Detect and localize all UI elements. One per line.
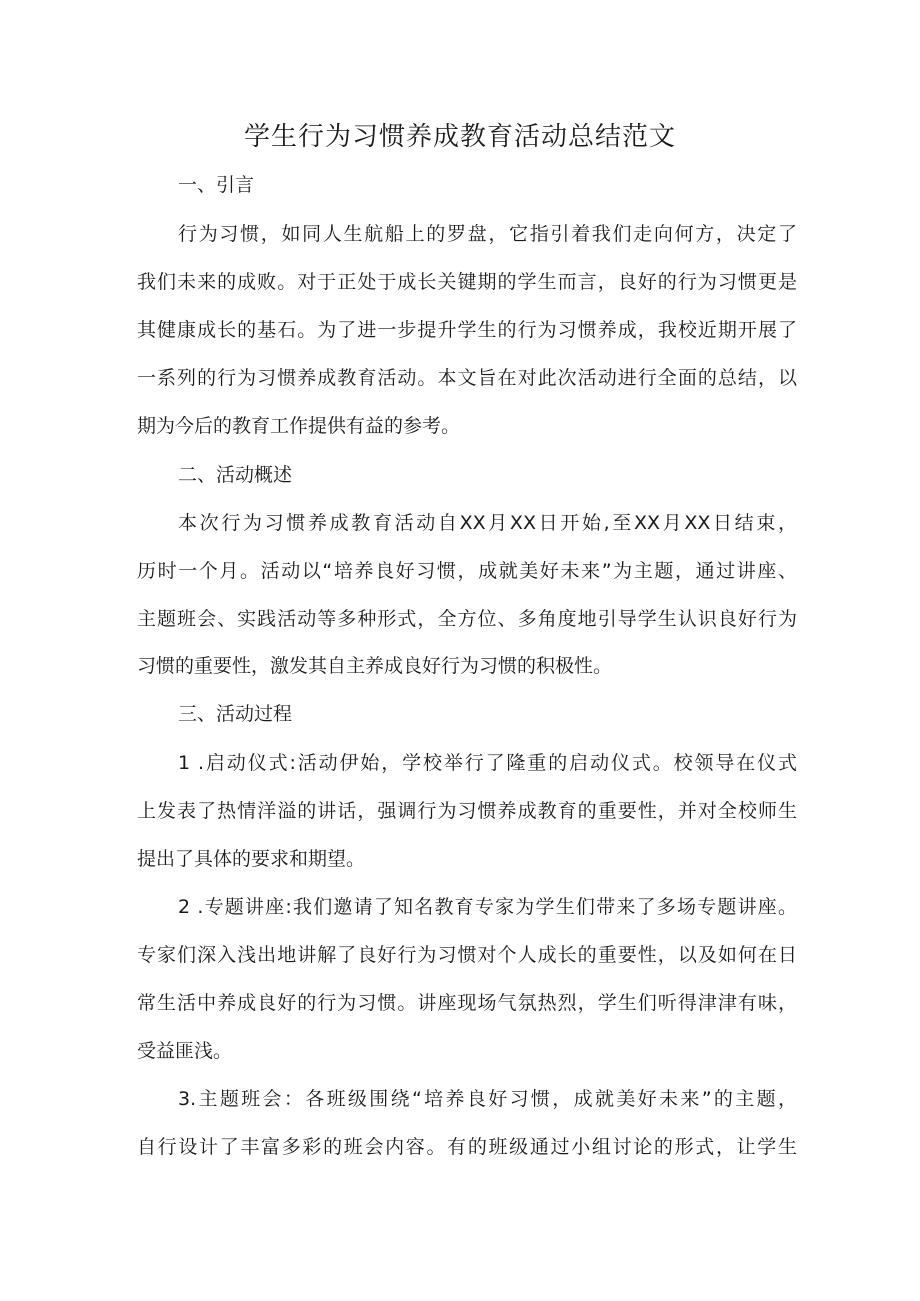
paragraph-line: 本次行为习惯养成教育活动自XX月XX日开始,至XX月XX日结束， (178, 512, 797, 534)
paragraph-line: 主题班会、实践活动等多种形式，全方位、多角度地引导学生认识良好行为 (137, 608, 797, 630)
paragraph-line: 期为今后的教育工作提供有益的参考。 (137, 415, 461, 437)
paragraph-line: 我们未来的成败。对于正处于成长关键期的学生而言，良好的行为习惯更是 (137, 271, 797, 293)
paragraph-line: 常生活中养成良好的行为习惯。讲座现场气氛热烈，学生们听得津津有味， (137, 992, 797, 1014)
paragraph-line: 习惯的重要性，激发其自主养成良好行为习惯的积极性。 (137, 655, 613, 677)
document-title: 学生行为习惯养成教育活动总结范文 (243, 122, 676, 152)
paragraph-line: 专家们深入浅出地讲解了良好行为习惯对个人成长的重要性，以及如何在日 (137, 944, 797, 966)
paragraph-line: 其健康成长的基石。为了进一步提升学生的行为习惯养成，我校近期开展了 (137, 319, 797, 341)
paragraph-line: 行为习惯，如同人生航船上的罗盘，它指引着我们走向何方，决定了 (178, 223, 797, 245)
paragraph-line: 受益匪浅。 (137, 1040, 233, 1062)
paragraph-line: 2 .专题讲座:我们邀请了知名教育专家为学生们带来了多场专题讲座。 (178, 896, 797, 918)
paragraph-line: 历时一个月。活动以“培养良好习惯，成就美好未来”为主题，通过讲座、 (137, 560, 797, 582)
paragraph-line: 上发表了热情洋溢的讲话，强调行为习惯养成教育的重要性，并对全校师生 (137, 800, 797, 822)
section-heading-intro: 一、引言 (178, 174, 255, 196)
paragraph-line: 提出了具体的要求和期望。 (137, 848, 366, 870)
section-heading-overview: 二、活动概述 (178, 464, 293, 486)
paragraph-line: 3.主题班会：各班级围绕“培养良好习惯，成就美好未来”的主题， (178, 1088, 797, 1110)
paragraph-line: 一系列的行为习惯养成教育活动。本文旨在对此次活动进行全面的总结，以 (137, 367, 797, 389)
paragraph-line: 自行设计了丰富多彩的班会内容。有的班级通过小组讨论的形式，让学生 (137, 1136, 797, 1158)
paragraph-line: 1 .启动仪式:活动伊始，学校举行了隆重的启动仪式。校领导在仪式 (178, 752, 797, 774)
section-heading-process: 三、活动过程 (178, 703, 293, 725)
